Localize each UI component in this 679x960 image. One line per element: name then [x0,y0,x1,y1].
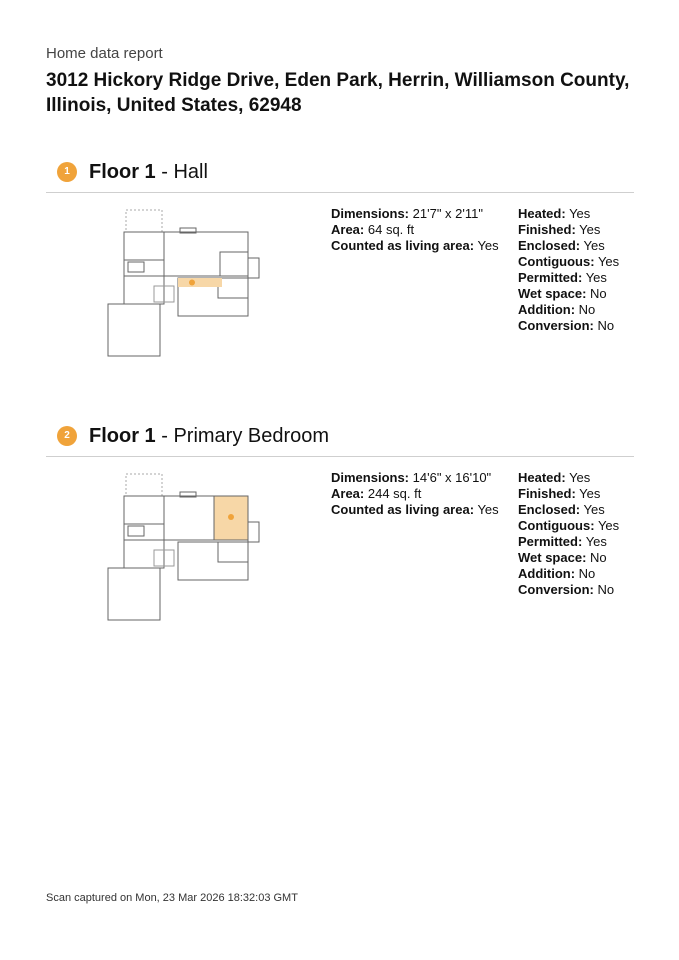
flag-conversion: Conversion: No [518,582,615,597]
room-section-hall [46,160,634,333]
flag-addition: Addition: No [518,566,596,581]
flag-contiguous: Contiguous: Yes [518,518,620,533]
section-header [46,424,634,454]
section-title [89,424,329,448]
flag-wet-space: Wet space: No [518,550,607,565]
flag-permitted: Permitted: Yes [518,270,607,285]
room-details [331,470,499,518]
section-number-badge: 1 [57,162,77,182]
flag-contiguous: Contiguous: Yes [518,254,620,269]
scan-timestamp: Scan captured on Mon, 23 Mar 2026 18:32:03 GMT [46,892,298,904]
flag-enclosed: Enclosed: Yes [518,238,605,253]
title-separator: - [155,425,174,447]
floor-name: Floor 1 [89,161,156,183]
detail-living-area: Counted as living area: Yes [331,238,499,253]
detail-living-area: Counted as living area: Yes [331,502,499,517]
flag-permitted: Permitted: Yes [518,534,607,549]
section-divider [46,456,634,457]
section-header [46,160,634,190]
property-address: 3012 Hickory Ridge Drive, Eden Park, Herrin, Williamson County, Illinois, United States, 62948 [46,70,630,116]
section-number-badge: 2 [57,426,77,446]
section-title [89,160,208,184]
highlighted-room-hall [178,278,222,287]
title-separator: - [155,161,174,183]
flag-finished: Finished: Yes [518,486,601,501]
detail-dimensions: Dimensions: 14'6" x 16'10" [331,470,492,485]
section-divider [46,192,634,193]
flag-finished: Finished: Yes [518,222,601,237]
room-name: Hall [173,161,208,183]
flag-enclosed: Enclosed: Yes [518,502,605,517]
flag-wet-space: Wet space: No [518,286,607,301]
flag-heated: Heated: Yes [518,470,591,485]
floor-plan-thumbnail [104,204,264,366]
floor-plan-thumbnail [104,468,264,630]
detail-dimensions: Dimensions: 21'7" x 2'11" [331,206,483,221]
room-name: Primary Bedroom [173,425,330,447]
room-marker [228,514,234,520]
room-marker [189,280,195,286]
flag-conversion: Conversion: No [518,318,615,333]
floor-name: Floor 1 [89,425,156,447]
flag-heated: Heated: Yes [518,206,591,221]
flag-addition: Addition: No [518,302,596,317]
detail-area: Area: 244 sq. ft [331,486,422,501]
room-flags [518,470,619,598]
room-flags [518,206,619,334]
room-section-primary-bedroom [46,424,634,597]
report-label: Home data report [46,45,163,62]
detail-area: Area: 64 sq. ft [331,222,415,237]
room-details [331,206,499,254]
